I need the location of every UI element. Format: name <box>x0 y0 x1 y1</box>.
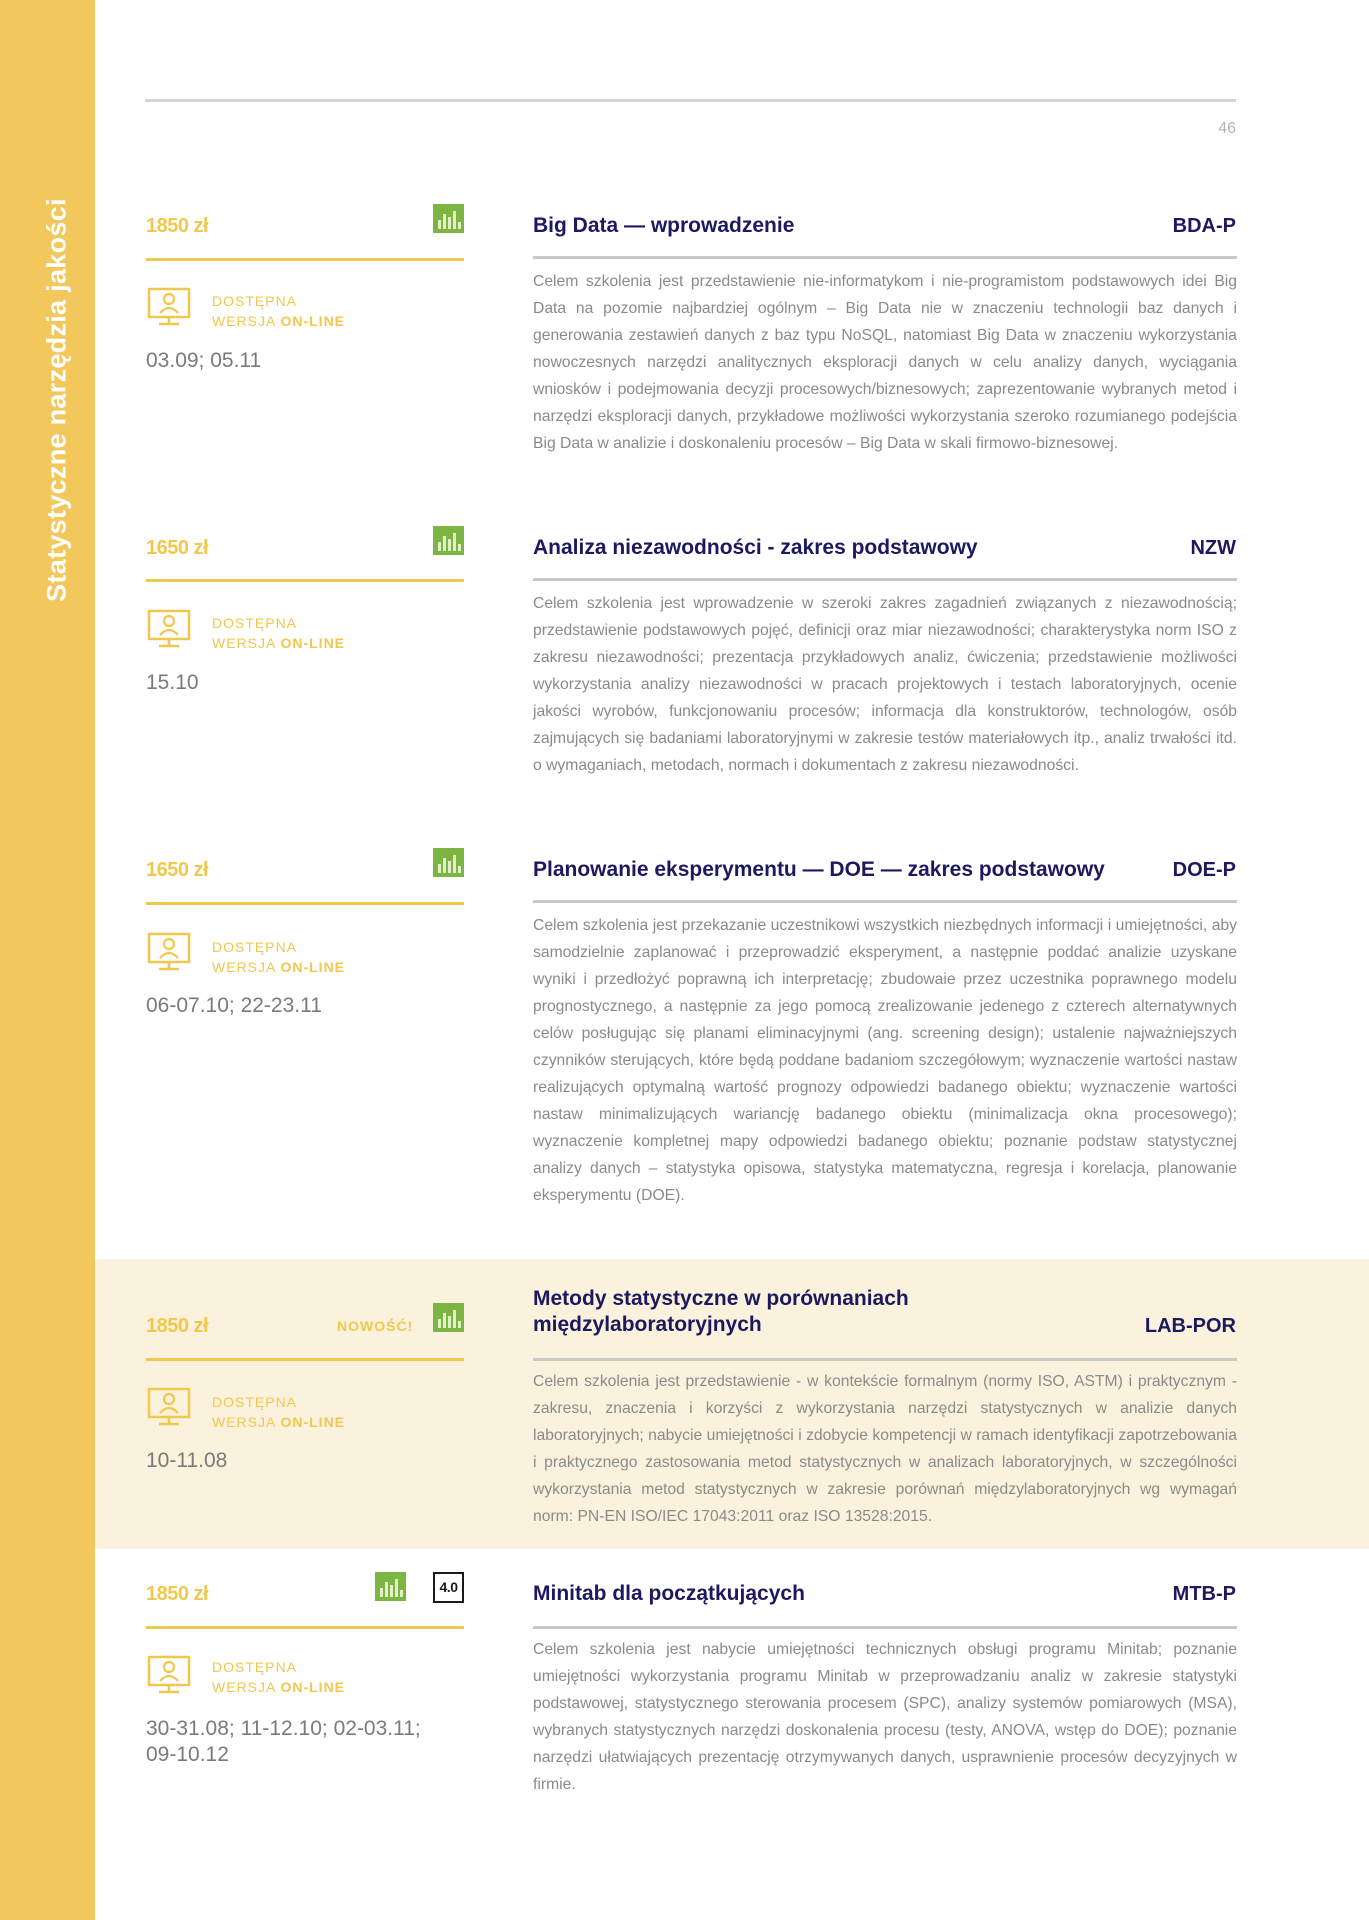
title-divider <box>533 578 1237 581</box>
price: 1850 zł <box>146 1583 209 1605</box>
price: 1650 zł <box>146 537 209 559</box>
course-description: Celem szkolenia jest wprowadzenie w szeroki zakres zagadnień związanych z niezawodnością; przedstawienie podstawowych pojęć, definicji oraz miar niezawodności; charakterystyka norm ISO z zakresu niezawodności; prezentacja przykładowych analiz, ćwiczenia; przedstawienie możliwości wykorzystania analizy niezawodności w pracach projektowych i testach laboratoryjnych, ocenie jakości wyrobów, funkcjonowaniu procesów; informacja dla konstruktorów, technologów, osób zajmujących się badaniami laboratoryjnymi w zakresie testów materiałowych itp., analiz trwałości itd. o wymaganiach, metodach, normach i dokumentach z zakresu niezawodności. <box>533 595 1237 774</box>
course-title: Planowanie eksperymentu — DOE — zakres podstawowy <box>533 858 1105 881</box>
online-availability: DOSTĘPNA WERSJA ON-LINE <box>212 939 346 975</box>
page-number: 46 <box>1218 120 1236 137</box>
top-divider <box>145 99 1236 102</box>
course-code: BDA-P <box>1172 215 1236 237</box>
course-description: Celem szkolenia jest przedstawienie - w kontekście formalnym (normy ISO, ASTM) i praktycznym - zakresu, znaczenia i korzyści z wykorzystania narzędzi statystycznych w analizie danych laboratoryjnych; nabycie umiejętności i zdobycie kompetencji w ramach identyfikacji zapotrzebowania i praktycznego zastosowania metod statystycznych w analizach laboratoryjnych, w szczególności wykorzystania metod statystycznych w zakresie porównań międzylaboratoryjnych wg wymagań norm: PN-EN ISO/IEC 17043:2011 oraz ISO 13528:2015. <box>533 1373 1237 1525</box>
price: 1850 zł <box>146 1315 209 1337</box>
course-title: Minitab dla początkujących <box>533 1582 805 1605</box>
online-availability: DOSTĘPNA WERSJA ON-LINE <box>212 1394 346 1430</box>
chart-icon <box>375 1572 406 1601</box>
price: 1850 zł <box>146 215 209 237</box>
chart-icon <box>433 204 464 233</box>
course-code: MTB-P <box>1172 1583 1236 1605</box>
course-dates: 06-07.10; 22-23.11 <box>146 994 322 1017</box>
course-code: LAB-POR <box>1144 1315 1236 1337</box>
title-divider <box>533 1626 1237 1629</box>
course-description: Celem szkolenia jest przekazanie uczestnikowi wszystkich niezbędnych informacji i umiejętności, aby samodzielnie zaplanować i przeprowadzić eksperyment, a następnie poddać analizie uzyskane wyniki i przedłożyć poprawną ich interpretację; zbudowaie przez uczestnika poprawnego modelu prognostycznego, a następnie za jego pomocą zrealizowanie jedenego z czterech alternatywnych celów posługując się planami eliminacyjnymi (ang. screening design); ustalenie najważniejszych czynników sterujących, które będą poddane badaniom szczegółowym; wyznaczenie wartości nastaw realizujących optymalną wartość prognozy odpowiedzi badanego obiektu; wyznaczenie wartości nastaw minimalizujących wariancję badanego obiektu (minimalizacja okna procesowego); wyznaczenie kompletnej mapy odpowiedzi badanego obiektu; poznanie podstaw statystycznej analizy danych – statystyka opisowa, statystyka matematyczna, regresja i korelacja, planowanie eksperymentu (DOE). <box>533 917 1237 1204</box>
price-divider <box>146 579 464 582</box>
monitor-user-icon <box>147 287 191 327</box>
course-dates: 30-31.08; 11-12.10; 02-03.11; 09-10.12 <box>146 1717 421 1766</box>
title-divider <box>533 1358 1237 1361</box>
monitor-user-icon <box>147 932 191 972</box>
title-divider <box>533 256 1237 259</box>
price: 1650 zł <box>146 859 209 881</box>
price-divider <box>146 1358 464 1361</box>
course-dates: 10-11.08 <box>146 1449 228 1472</box>
section-title: Statystyczne narzędzia jakości <box>41 198 72 602</box>
course-dates: 03.09; 05.11 <box>146 349 262 372</box>
course-dates: 15.10 <box>146 671 199 694</box>
price-divider <box>146 902 464 905</box>
course-description: Celem szkolenia jest przedstawienie nie-informatykom i nie-programistom podstawowych idei Big Data na pozomie najbardziej ogólnym – Big Data nie w znaczeniu technologii baz danych i generowania zestawień danych z baz typu NoSQL, natomiast Big Data w znaczeniu wykorzystania nowoczesnych narzędzi analitycznych eksploracji danych w celu analizy danych, wyciągania wniosków i podejmowania decyzji procesowych/biznesowych; zaprezentowanie wybranych metod i narzędzi eksploracji danych, przykładowe możliwości wykorzystania szeroko rozumianego podejścia Big Data w analizie i doskonaleniu procesów – Big Data w skali firmowo-biznesowej. <box>533 273 1237 452</box>
price-divider <box>146 258 464 261</box>
online-availability: DOSTĘPNA WERSJA ON-LINE <box>212 1659 346 1695</box>
new-badge: NOWOŚĆ! <box>337 1318 414 1334</box>
industry-40-badge: 4.0 <box>433 1572 464 1603</box>
course-description: Celem szkolenia jest nabycie umiejętności technicznych obsługi programu Minitab; poznanie umiejętności wykorzystania programu Minitab w przeprowadzaniu analiz w zakresie statystyki podstawowej, statystycznego sterowania procesem (SPC), analizy systemów pomiarowych (MSA), wybranych statystycznych narzędzi doskonalenia procesu (testy, ANOVA, wstęp do DOE); poznanie narzędzi ułatwiających prezentację otrzymywanych danych, usprawnienie procesów decyzyjnych w firmie. <box>533 1641 1237 1793</box>
course-title: Metody statystyczne w porównaniach międzylaboratoryjnych <box>533 1287 909 1336</box>
monitor-user-icon <box>147 609 191 649</box>
course-code: NZW <box>1190 537 1236 559</box>
sidebar <box>0 0 95 1920</box>
monitor-user-icon <box>147 1655 191 1695</box>
title-divider <box>533 900 1237 903</box>
price-divider <box>146 1626 464 1629</box>
course-title: Big Data — wprowadzenie <box>533 214 795 237</box>
course-title: Analiza niezawodności - zakres podstawowy <box>533 536 978 559</box>
chart-icon <box>433 848 464 877</box>
course-code: DOE-P <box>1172 859 1236 881</box>
chart-icon <box>433 526 464 555</box>
monitor-user-icon <box>147 1387 191 1427</box>
chart-icon <box>433 1303 464 1332</box>
online-availability: DOSTĘPNA WERSJA ON-LINE <box>212 615 346 651</box>
online-availability: DOSTĘPNA WERSJA ON-LINE <box>212 293 346 329</box>
